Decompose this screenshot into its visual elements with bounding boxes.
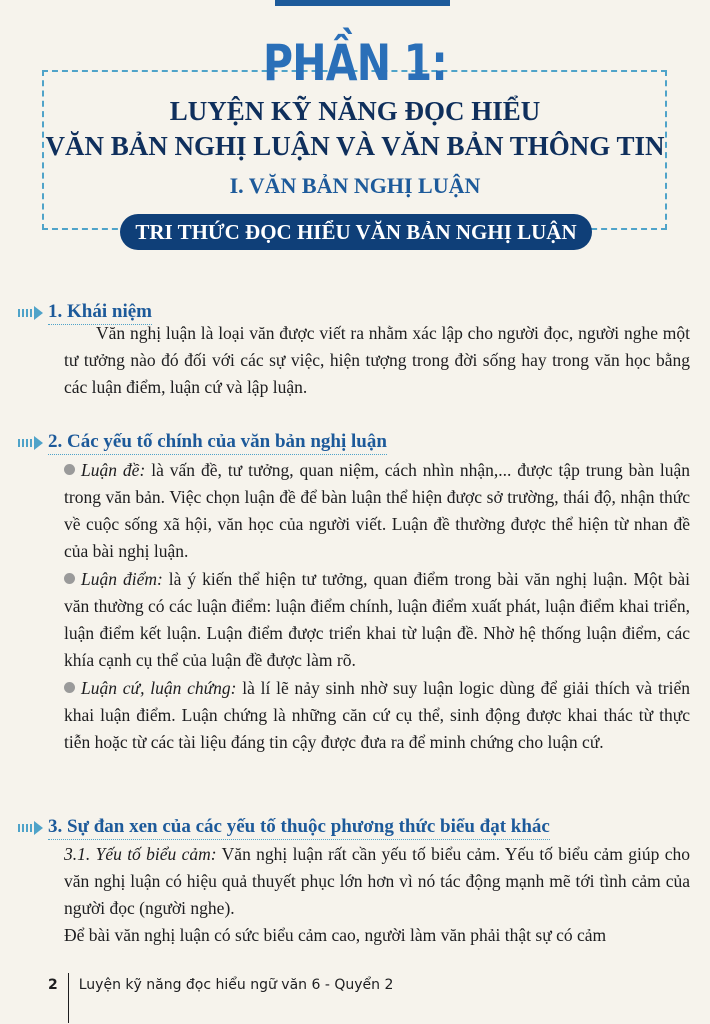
page-footer [48, 973, 393, 997]
main-title-line-2: VĂN BẢN NGHỊ LUẬN VÀ VĂN BẢN THÔNG TIN [45, 131, 665, 161]
heading-label: 1. Khái niệm [48, 301, 152, 325]
main-title-line-1: LUYỆN KỸ NĂNG ĐỌC HIỂU [169, 96, 541, 126]
paragraph-bieu-cam-2: Để bài văn nghị luận có sức biểu cảm cao, người làm văn phải thật sự có cảm [64, 925, 607, 945]
heading-label: 3. Sự đan xen của các yếu tố thuộc phương thức biểu đạt khác [48, 816, 550, 840]
heading-dan-xen [18, 815, 550, 841]
term-text: là vấn đề, tư tưởng, quan niệm, cách nhìn nhận,... được tập trung bàn luận trong văn bản. Việc chọn luận đề để bàn luận thể hiện được sở trường, thái độ, nhận thức về cuộc sống xã hội, văn học của người viết. Luận đề thường được thể hiện từ nhan đề của bài nghị luận. [64, 460, 691, 561]
term: Luận cứ, luận chứng: [81, 678, 237, 698]
footer-divider [68, 973, 69, 1023]
term-text: là ý kiến thể hiện tư tưởng, quan điểm trong bài văn nghị luận. Một bài văn thường có các luận điểm: luận điểm chính, luận điểm xuất phát, luận điểm khai triển, luận điểm kết luận. Luận điểm được triển khai từ luận đề. Nhờ hệ thống luận điểm, các khía cạnh cụ thể của luận đề được làm rõ. [64, 569, 691, 670]
term-text: Văn nghị luận rất cần yếu tố biểu cảm. Yếu tố biểu cảm giúp cho văn nghị luận có hiệu quả thuyết phục lớn hơn vì nó tác động mạnh mẽ tới tình cảm của người đọc (người nghe). [64, 844, 690, 918]
term-text: là lí lẽ nảy sinh nhờ suy luận logic dùng để giải thích và triển khai luận điểm. Luận chứng là những căn cứ cụ thể, sinh động được khai thác từ thực tiễn hoặc từ các tài liệu đáng tin cậy được đưa ra để minh chứng cho luận cứ. [64, 678, 690, 752]
bullet-icon [64, 464, 75, 475]
section-title: I. VĂN BẢN NGHỊ LUẬN [229, 173, 481, 198]
arrow-icon [18, 821, 44, 835]
section-banner: TRI THỨC ĐỌC HIỂU VĂN BẢN NGHỊ LUẬN [120, 214, 592, 250]
heading-label: 2. Các yếu tố chính của văn bản nghị luận [48, 431, 387, 455]
part-title: PHẦN 1: [263, 34, 447, 92]
term: Luận đề: [81, 460, 146, 480]
arrow-icon [18, 436, 44, 450]
item-luan-de [64, 457, 690, 565]
top-accent-bar [275, 0, 450, 6]
item-luan-cu [64, 675, 690, 756]
paragraph-khai-niem: Văn nghị luận là loại văn được viết ra nhằm xác lập cho người đọc, người nghe một tư tưởng nào đó đối với các sự việc, hiện tượng trong đời sống hay trong văn học bằng các luận điểm, luận cứ và lập luận. [64, 323, 690, 397]
bullet-icon [64, 573, 75, 584]
page-number: 2 [48, 977, 58, 993]
paragraph-bieu-cam [64, 841, 690, 922]
term: Luận điểm: [81, 569, 163, 589]
book-title: Luyện kỹ năng đọc hiểu ngữ văn 6 - Quyển 2 [78, 977, 394, 993]
item-luan-diem [64, 566, 690, 674]
heading-yeu-to-chinh [18, 430, 387, 456]
bullet-icon [64, 682, 75, 693]
arrow-icon [18, 306, 44, 320]
term: 3.1. Yếu tố biểu cảm: [64, 844, 217, 864]
